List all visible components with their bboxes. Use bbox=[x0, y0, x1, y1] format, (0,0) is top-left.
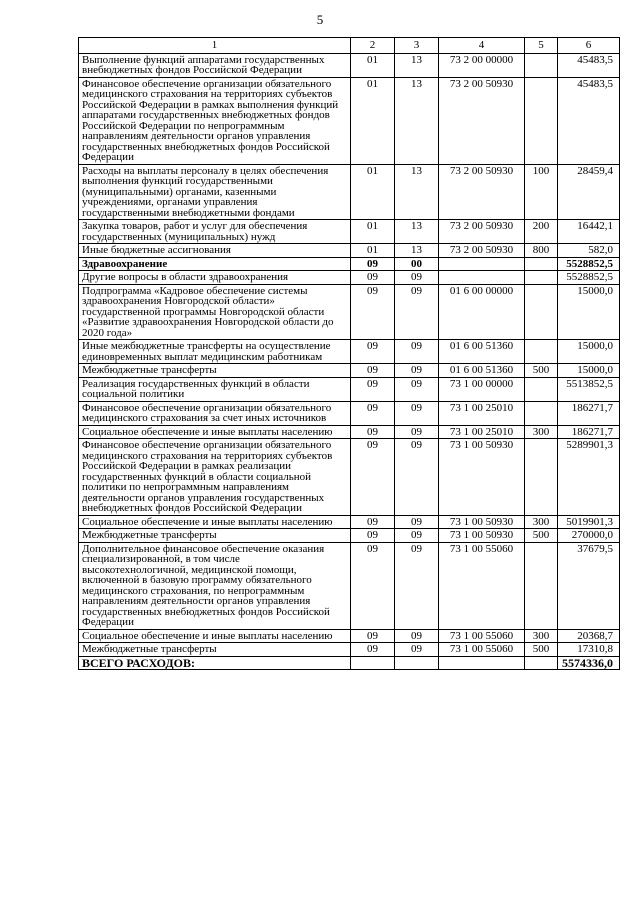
cell-name: Закупка товаров, работ и услуг для обеспечения государственных (муниципальных) нужд bbox=[79, 220, 351, 244]
cell-target-article: 01 6 00 00000 bbox=[439, 284, 525, 340]
cell-expense-type bbox=[525, 77, 558, 164]
cell-section: 09 bbox=[351, 643, 395, 657]
table-row bbox=[79, 364, 620, 378]
cell-expense-type: 300 bbox=[525, 425, 558, 439]
cell-name: Межбюджетные трансферты bbox=[79, 529, 351, 543]
cell-target-article bbox=[439, 271, 525, 285]
cell-target-article: 73 1 00 55060 bbox=[439, 542, 525, 629]
column-header: 3 bbox=[395, 38, 439, 54]
total-amount: 5574336,0 bbox=[558, 656, 620, 670]
cell-amount: 5528852,5 bbox=[558, 257, 620, 271]
cell-name: Дополнительное финансовое обеспечение оказания специализированной, в том числе высокотехнологичной, медицинской помощи, включенной в базовую программу обязательного медицинского страхования, по непрограммным направлениям деятельности органов управления государственных внебюджетных фондов Российской Федерации bbox=[79, 542, 351, 629]
cell-amount: 186271,7 bbox=[558, 425, 620, 439]
cell-expense-type: 800 bbox=[525, 244, 558, 258]
cell-subsection: 09 bbox=[395, 401, 439, 425]
cell-target-article: 73 1 00 25010 bbox=[439, 425, 525, 439]
cell-subsection: 09 bbox=[395, 340, 439, 364]
cell-amount: 15000,0 bbox=[558, 284, 620, 340]
table-header-row bbox=[79, 38, 620, 54]
cell-target-article: 01 6 00 51360 bbox=[439, 364, 525, 378]
cell-target-article: 73 2 00 50930 bbox=[439, 220, 525, 244]
cell-subsection: 09 bbox=[395, 643, 439, 657]
cell-amount: 45483,5 bbox=[558, 77, 620, 164]
cell-expense-type: 500 bbox=[525, 529, 558, 543]
expenditure-table bbox=[78, 37, 620, 670]
table-row bbox=[79, 425, 620, 439]
cell-subsection: 13 bbox=[395, 244, 439, 258]
cell-expense-type bbox=[525, 542, 558, 629]
column-header: 4 bbox=[439, 38, 525, 54]
cell-amount: 37679,5 bbox=[558, 542, 620, 629]
empty-cell bbox=[439, 656, 525, 670]
cell-section: 01 bbox=[351, 220, 395, 244]
cell-name: Выполнение функций аппаратами государственных внебюджетных фондов Российской Федерации bbox=[79, 53, 351, 77]
column-header: 2 bbox=[351, 38, 395, 54]
table-row bbox=[79, 53, 620, 77]
cell-target-article: 73 1 00 50930 bbox=[439, 529, 525, 543]
cell-section: 01 bbox=[351, 164, 395, 220]
cell-expense-type bbox=[525, 377, 558, 401]
cell-section: 09 bbox=[351, 529, 395, 543]
column-header: 5 bbox=[525, 38, 558, 54]
cell-target-article: 73 1 00 25010 bbox=[439, 401, 525, 425]
cell-amount: 5513852,5 bbox=[558, 377, 620, 401]
cell-section: 09 bbox=[351, 271, 395, 285]
cell-expense-type bbox=[525, 284, 558, 340]
cell-amount: 20368,7 bbox=[558, 629, 620, 643]
empty-cell bbox=[395, 656, 439, 670]
cell-subsection: 09 bbox=[395, 529, 439, 543]
cell-section: 01 bbox=[351, 244, 395, 258]
cell-subsection: 13 bbox=[395, 53, 439, 77]
cell-target-article: 73 1 00 50930 bbox=[439, 439, 525, 516]
cell-name: Реализация государственных функций в области социальной политики bbox=[79, 377, 351, 401]
table-row bbox=[79, 542, 620, 629]
cell-amount: 186271,7 bbox=[558, 401, 620, 425]
cell-name: Иные межбюджетные трансферты на осуществление единовременных выплат медицинским работникам bbox=[79, 340, 351, 364]
cell-subsection: 00 bbox=[395, 257, 439, 271]
cell-section: 09 bbox=[351, 340, 395, 364]
cell-expense-type bbox=[525, 257, 558, 271]
cell-name: Межбюджетные трансферты bbox=[79, 364, 351, 378]
table-row bbox=[79, 340, 620, 364]
cell-section: 01 bbox=[351, 77, 395, 164]
cell-expense-type: 200 bbox=[525, 220, 558, 244]
table-row bbox=[79, 401, 620, 425]
cell-subsection: 13 bbox=[395, 77, 439, 164]
cell-section: 09 bbox=[351, 439, 395, 516]
cell-name: Расходы на выплаты персоналу в целях обеспечения выполнения функций государственными (муниципальными) органами, казенными учреждениями, органами управления государственными внебюджетными фондами bbox=[79, 164, 351, 220]
cell-expense-type bbox=[525, 340, 558, 364]
cell-amount: 5019901,3 bbox=[558, 515, 620, 529]
cell-amount: 28459,4 bbox=[558, 164, 620, 220]
empty-cell bbox=[351, 656, 395, 670]
cell-section: 09 bbox=[351, 377, 395, 401]
cell-section: 09 bbox=[351, 401, 395, 425]
cell-target-article: 73 1 00 55060 bbox=[439, 643, 525, 657]
cell-name: Финансовое обеспечение организации обязательного медицинского страхования на территориях субъектов Российской Федерации в рамках выполнения функций аппаратами государственных внебюджетных фондов Российской Федерации по непрограммным направлениям деятельности органов управления государственных внебюджетных фондов Российской Федерации bbox=[79, 77, 351, 164]
cell-name: Иные бюджетные ассигнования bbox=[79, 244, 351, 258]
cell-section: 09 bbox=[351, 257, 395, 271]
column-header: 6 bbox=[558, 38, 620, 54]
table-row bbox=[79, 220, 620, 244]
cell-name: Межбюджетные трансферты bbox=[79, 643, 351, 657]
table-row bbox=[79, 164, 620, 220]
cell-amount: 16442,1 bbox=[558, 220, 620, 244]
cell-amount: 15000,0 bbox=[558, 364, 620, 378]
total-label: ВСЕГО РАСХОДОВ: bbox=[79, 656, 351, 670]
empty-cell bbox=[525, 656, 558, 670]
cell-subsection: 09 bbox=[395, 629, 439, 643]
cell-target-article: 73 2 00 50930 bbox=[439, 164, 525, 220]
cell-subsection: 09 bbox=[395, 364, 439, 378]
cell-section: 09 bbox=[351, 515, 395, 529]
cell-subsection: 09 bbox=[395, 515, 439, 529]
cell-subsection: 09 bbox=[395, 284, 439, 340]
cell-name: Социальное обеспечение и иные выплаты населению bbox=[79, 515, 351, 529]
cell-section: 09 bbox=[351, 629, 395, 643]
cell-target-article: 73 2 00 50930 bbox=[439, 77, 525, 164]
table-row bbox=[79, 284, 620, 340]
cell-amount: 270000,0 bbox=[558, 529, 620, 543]
cell-name: Финансовое обеспечение организации обязательного медицинского страхования на территориях субъектов Российской Федерации в рамках реализации государственных функций в области социальной политики по непрограммным направлениям деятельности органов управления государственных внебюджетных фондов Российской Федерации bbox=[79, 439, 351, 516]
cell-expense-type: 500 bbox=[525, 643, 558, 657]
table-row bbox=[79, 77, 620, 164]
cell-section: 09 bbox=[351, 364, 395, 378]
table-row bbox=[79, 271, 620, 285]
cell-target-article: 01 6 00 51360 bbox=[439, 340, 525, 364]
cell-name: Подпрограмма «Кадровое обеспечение системы здравоохранения Новгородской области» государственной программы Новгородской области «Развитие здравоохранения Новгородской области до 2020 года» bbox=[79, 284, 351, 340]
cell-expense-type bbox=[525, 53, 558, 77]
cell-subsection: 13 bbox=[395, 220, 439, 244]
cell-amount: 15000,0 bbox=[558, 340, 620, 364]
cell-amount: 17310,8 bbox=[558, 643, 620, 657]
cell-subsection: 09 bbox=[395, 377, 439, 401]
cell-amount: 45483,5 bbox=[558, 53, 620, 77]
cell-amount: 5528852,5 bbox=[558, 271, 620, 285]
cell-target-article: 73 1 00 00000 bbox=[439, 377, 525, 401]
table-row bbox=[79, 515, 620, 529]
table-row bbox=[79, 244, 620, 258]
table-row bbox=[79, 643, 620, 657]
cell-target-article: 73 1 00 50930 bbox=[439, 515, 525, 529]
cell-expense-type: 500 bbox=[525, 364, 558, 378]
cell-name: Социальное обеспечение и иные выплаты населению bbox=[79, 425, 351, 439]
cell-name: Здравоохранение bbox=[79, 257, 351, 271]
cell-expense-type: 300 bbox=[525, 629, 558, 643]
cell-subsection: 09 bbox=[395, 271, 439, 285]
cell-section: 01 bbox=[351, 53, 395, 77]
cell-subsection: 13 bbox=[395, 164, 439, 220]
table-row bbox=[79, 377, 620, 401]
cell-target-article bbox=[439, 257, 525, 271]
cell-section: 09 bbox=[351, 542, 395, 629]
table-row bbox=[79, 629, 620, 643]
cell-subsection: 09 bbox=[395, 542, 439, 629]
cell-expense-type bbox=[525, 439, 558, 516]
column-header: 1 bbox=[79, 38, 351, 54]
cell-expense-type: 300 bbox=[525, 515, 558, 529]
cell-section: 09 bbox=[351, 425, 395, 439]
cell-target-article: 73 1 00 55060 bbox=[439, 629, 525, 643]
cell-section: 09 bbox=[351, 284, 395, 340]
cell-subsection: 09 bbox=[395, 425, 439, 439]
table-row bbox=[79, 257, 620, 271]
total-row bbox=[79, 656, 620, 670]
page-number: 5 bbox=[316, 12, 324, 27]
cell-expense-type bbox=[525, 271, 558, 285]
cell-name: Другие вопросы в области здравоохранения bbox=[79, 271, 351, 285]
table-row bbox=[79, 529, 620, 543]
cell-name: Социальное обеспечение и иные выплаты населению bbox=[79, 629, 351, 643]
cell-name: Финансовое обеспечение организации обязательного медицинского страхования за счет иных источников bbox=[79, 401, 351, 425]
cell-expense-type: 100 bbox=[525, 164, 558, 220]
cell-subsection: 09 bbox=[395, 439, 439, 516]
table-row bbox=[79, 439, 620, 516]
cell-amount: 5289901,3 bbox=[558, 439, 620, 516]
cell-expense-type bbox=[525, 401, 558, 425]
cell-target-article: 73 2 00 00000 bbox=[439, 53, 525, 77]
cell-amount: 582,0 bbox=[558, 244, 620, 258]
cell-target-article: 73 2 00 50930 bbox=[439, 244, 525, 258]
